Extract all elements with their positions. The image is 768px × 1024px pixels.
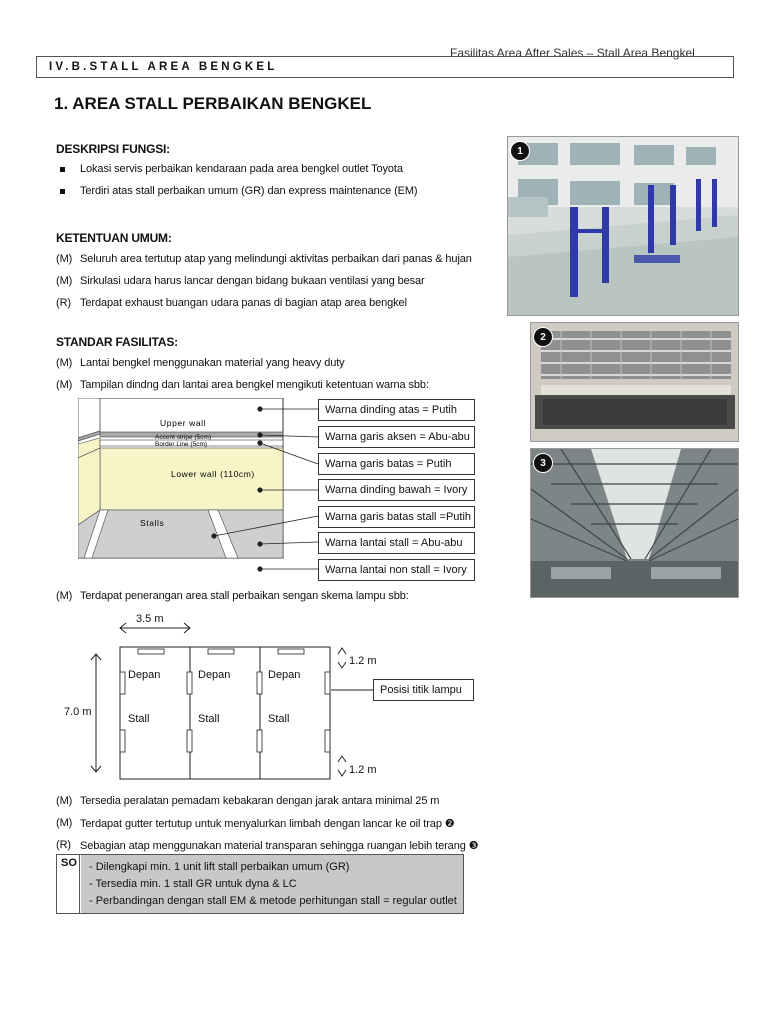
label-accent-stripe: Accent stripe (5cm)	[155, 434, 211, 441]
bullet-icon	[60, 167, 65, 172]
deskripsi-heading: DESKRIPSI FUNGSI:	[56, 142, 170, 156]
bullet-icon	[60, 189, 65, 194]
standar-code: (M)	[56, 590, 73, 602]
lamp-icon	[138, 649, 164, 654]
lamp-icon	[120, 730, 125, 752]
lamp-icon	[187, 730, 192, 752]
standar-code: (M)	[56, 817, 73, 829]
dim-height: 7.0 m	[64, 706, 92, 718]
section-title: IV.B.STALL AREA BENGKEL	[49, 61, 278, 73]
label-lower-wall: Lower wall (110cm)	[171, 469, 255, 479]
photo-number-badge: 3	[533, 453, 553, 473]
ketentuan-code: (M)	[56, 253, 73, 265]
deskripsi-item: Terdiri atas stall perbaikan umum (GR) dan express maintenance (EM)	[80, 185, 418, 197]
callout-non-stall-floor: Warna lantai non stall = Ivory	[318, 559, 475, 581]
standar-item: Lantai bengkel menggunakan material yang heavy duty	[80, 357, 345, 369]
photo-number-badge: 2	[533, 327, 553, 347]
standar-heading: STANDAR FASILITAS:	[56, 335, 178, 349]
standar-item: Tampilan dindng dan lantai area bengkel mengikuti ketentuan warna sbb:	[80, 379, 429, 391]
label-stalls: Stalls	[140, 518, 165, 528]
lamp-icon	[208, 649, 234, 654]
callout-accent-stripe: Warna garis aksen = Abu-abu	[318, 426, 475, 448]
workshop-lift-photo-art	[508, 137, 738, 315]
dot-marker	[258, 441, 262, 445]
dim-gap-top: 1.2 m	[349, 655, 377, 667]
ketentuan-item: Seluruh area tertutup atap yang melindungi aktivitas perbaikan dari panas & hujan	[80, 253, 472, 265]
dot-marker	[212, 534, 216, 538]
ketentuan-item: Sirkulasi udara harus lancar dengan bidang bukaan ventilasi yang besar	[80, 275, 425, 287]
callout-lamp-position: Posisi titik lampu	[373, 679, 474, 701]
workshop-lift-photo	[507, 136, 739, 316]
section-header	[36, 56, 734, 78]
cell-top-label: Depan	[128, 669, 161, 681]
roof-skylight-photo-art	[531, 449, 738, 597]
dim-gap-bottom: 1.2 m	[349, 764, 377, 776]
roof-skylight-photo	[530, 448, 739, 598]
lower-wall	[100, 448, 283, 510]
lamp-icon	[187, 672, 192, 694]
cell-mid-label: Stall	[268, 713, 290, 725]
dot-marker	[258, 433, 262, 437]
callout-stall-line: Warna garis batas stall =Putih	[318, 506, 475, 528]
label-border-line: Border Line (5cm)	[155, 441, 208, 448]
standar-item: Sebagian atap menggunakan material transparan sehingga ruangan lebih terang ❸	[80, 840, 479, 852]
standar-item: Tersedia peralatan pemadam kebakaran dengan jarak antara minimal 25 m	[80, 795, 440, 807]
lamp-icon	[278, 649, 304, 654]
cell-top-label: Depan	[198, 669, 231, 681]
gutter-grate-photo	[530, 322, 739, 442]
standar-item: Terdapat penerangan area stall perbaikan sengan skema lampu sbb:	[80, 590, 409, 602]
standar-code: (M)	[56, 379, 73, 391]
so-body	[81, 855, 463, 913]
callout-stall-floor: Warna lantai stall = Abu-abu	[318, 532, 475, 554]
so-box	[56, 854, 464, 914]
callout-lower-wall: Warna dinding bawah = Ivory	[318, 479, 475, 501]
running-header: Fasilitas Area After Sales – Stall Area Bengkel	[450, 46, 695, 60]
dot-marker	[258, 407, 262, 411]
page-title: 1. AREA STALL PERBAIKAN BENGKEL	[54, 94, 372, 113]
deskripsi-item: Lokasi servis perbaikan kendaraan pada area bengkel outlet Toyota	[80, 163, 403, 175]
standar-item: Terdapat gutter tertutup untuk menyalurkan limbah dengan lancar ke oil trap ❷	[80, 818, 455, 830]
dot-marker	[258, 567, 262, 571]
cell-mid-label: Stall	[198, 713, 220, 725]
floor	[78, 510, 283, 558]
label-upper-wall: Upper wall	[160, 418, 207, 428]
ketentuan-code: (M)	[56, 275, 73, 287]
callout-upper-wall: Warna dinding atas = Putih	[318, 399, 475, 421]
callout-border-line: Warna garis batas = Putih	[318, 453, 475, 475]
ketentuan-item: Terdapat exhaust buangan udara panas di bagian atap area bengkel	[80, 297, 407, 309]
lamp-icon	[325, 672, 330, 694]
lamp-icon	[325, 730, 330, 752]
ketentuan-heading: KETENTUAN UMUM:	[56, 231, 172, 245]
cell-mid-label: Stall	[128, 713, 150, 725]
gutter-grate-photo-art	[531, 323, 738, 441]
so-item: - Tersedia min. 1 stall GR untuk dyna & LC	[89, 878, 297, 890]
so-label: SO	[57, 855, 80, 913]
ketentuan-code: (R)	[56, 297, 71, 309]
lamp-icon	[120, 672, 125, 694]
dot-marker	[258, 488, 262, 492]
lamp-icon	[257, 730, 262, 752]
so-item: - Dilengkapi min. 1 unit lift stall perbaikan umum (GR)	[89, 861, 350, 873]
standar-code: (M)	[56, 357, 73, 369]
so-item: - Perbandingan dengan stall EM & metode perhitungan stall = regular outlet	[89, 895, 457, 907]
cell-top-label: Depan	[268, 669, 301, 681]
dot-marker	[258, 542, 262, 546]
photo-number-badge: 1	[510, 141, 530, 161]
standar-code: (R)	[56, 839, 71, 851]
lamp-icon	[257, 672, 262, 694]
dim-width: 3.5 m	[136, 613, 164, 625]
standar-code: (M)	[56, 795, 73, 807]
